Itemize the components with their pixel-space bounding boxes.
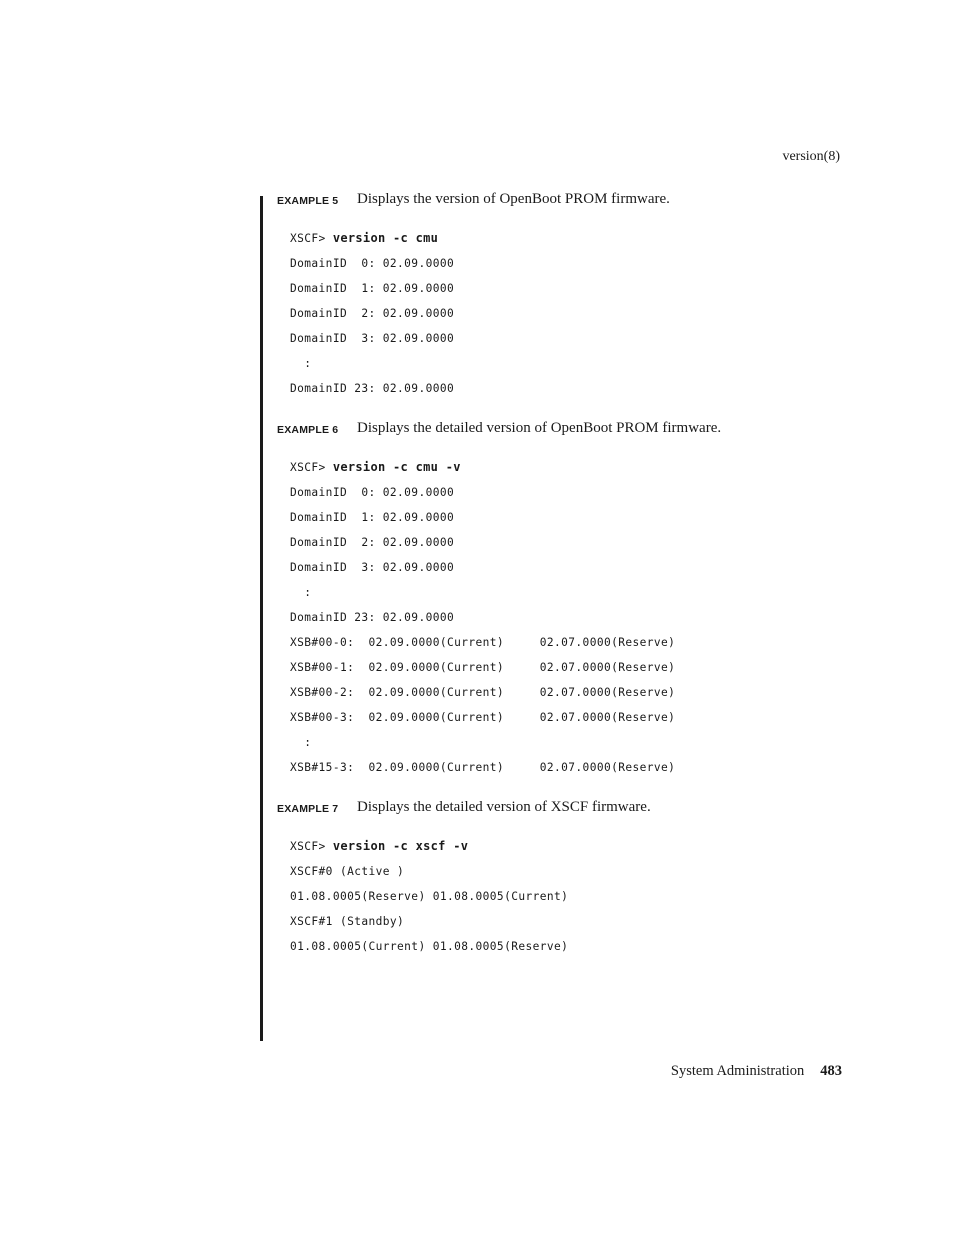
output-line: 01.08.0005(Current) 01.08.0005(Reserve) bbox=[290, 940, 569, 953]
example-description: Displays the detailed version of OpenBoot PROM firmware. bbox=[357, 420, 722, 436]
output-line: DomainID 2: 02.09.0000 bbox=[290, 536, 455, 549]
example-5 bbox=[277, 191, 877, 401]
page-footer bbox=[671, 1063, 842, 1080]
example-description: Displays the version of OpenBoot PROM firmware. bbox=[357, 191, 670, 207]
output-line: XSB#00-1: 02.09.0000(Current) 02.07.0000(Reserve) bbox=[290, 661, 676, 674]
output-line: XSCF#1 (Standby) bbox=[290, 915, 405, 928]
code-block bbox=[290, 455, 877, 780]
code-block bbox=[290, 226, 877, 401]
prompt: XSCF> bbox=[290, 232, 333, 245]
output-line: DomainID 3: 02.09.0000 bbox=[290, 561, 455, 574]
output-line: DomainID 2: 02.09.0000 bbox=[290, 307, 455, 320]
output-line: XSB#00-0: 02.09.0000(Current) 02.07.0000(Reserve) bbox=[290, 636, 676, 649]
page-number: 483 bbox=[820, 1063, 842, 1079]
example-heading bbox=[277, 799, 877, 819]
output-line: DomainID 1: 02.09.0000 bbox=[290, 282, 455, 295]
running-head: version(8) bbox=[782, 149, 840, 164]
example-heading bbox=[277, 191, 877, 211]
command: version -c cmu -v bbox=[332, 460, 461, 474]
command: version -c cmu bbox=[332, 231, 439, 245]
output-line: DomainID 23: 02.09.0000 bbox=[290, 611, 455, 624]
change-bar bbox=[260, 196, 263, 1041]
command-line bbox=[290, 226, 877, 251]
example-7 bbox=[277, 799, 877, 959]
output-line: XSB#00-2: 02.09.0000(Current) 02.07.0000(Reserve) bbox=[290, 686, 676, 699]
output-line: : bbox=[290, 736, 312, 749]
command: version -c xscf -v bbox=[332, 839, 469, 853]
example-label: EXAMPLE 7 bbox=[277, 803, 339, 815]
example-description: Displays the detailed version of XSCF firmware. bbox=[357, 799, 651, 815]
output-line: XSB#00-3: 02.09.0000(Current) 02.07.0000(Reserve) bbox=[290, 711, 676, 724]
output-line: : bbox=[290, 357, 312, 370]
output-line: XSB#15-3: 02.09.0000(Current) 02.07.0000(Reserve) bbox=[290, 761, 676, 774]
prompt: XSCF> bbox=[290, 840, 333, 853]
output-line: DomainID 0: 02.09.0000 bbox=[290, 486, 455, 499]
output-line: DomainID 1: 02.09.0000 bbox=[290, 511, 455, 524]
output-line: DomainID 23: 02.09.0000 bbox=[290, 382, 455, 395]
example-6 bbox=[277, 420, 877, 780]
output-line: DomainID 0: 02.09.0000 bbox=[290, 257, 455, 270]
code-block bbox=[290, 834, 877, 959]
output-line: XSCF#0 (Active ) bbox=[290, 865, 405, 878]
prompt: XSCF> bbox=[290, 461, 333, 474]
example-label: EXAMPLE 6 bbox=[277, 424, 339, 436]
command-line bbox=[290, 834, 877, 859]
command-line bbox=[290, 455, 877, 480]
example-label: EXAMPLE 5 bbox=[277, 195, 339, 207]
output-line: DomainID 3: 02.09.0000 bbox=[290, 332, 455, 345]
output-line: : bbox=[290, 586, 312, 599]
footer-section-title: System Administration bbox=[670, 1063, 805, 1079]
output-line: 01.08.0005(Reserve) 01.08.0005(Current) bbox=[290, 890, 569, 903]
example-heading bbox=[277, 420, 877, 440]
